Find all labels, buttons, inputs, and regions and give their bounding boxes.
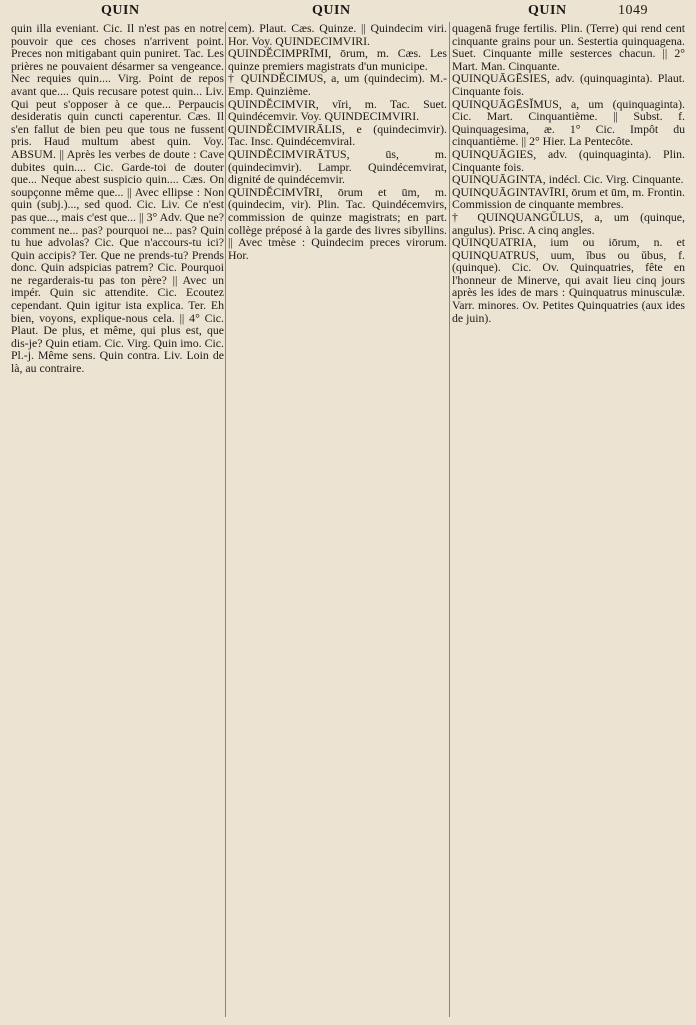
dictionary-entry: † QUINQUANGŬLUS, a, um (quinque, angulus). Prisc. A cinq angles. bbox=[452, 209, 685, 237]
dictionary-entry: quin illa eveniant. Cic. Il n'est pas en notre pouvoir que ces choses n'arrivent point. Preces non mitigabant quin puniret. Tac. Les prières ne pouvaient désarmer sa vengeance. Nec requies quin.... Virg. Point de repos avant que.... Quis recusare potest quin... Liv. Qui peut s'opposer à ce que... Perpaucis desideratis quin cuncti caperentur. Cæs. Il s'en fallut de bien peu que tous ne fussent pris. Haud multum abest quin. Voy. ABSUM. || Après les verbes de doute : Cave dubites quin.... Cic. Garde-toi de douter que... Neque abest suspicio quin.... Cæs. On soupçonne même que... || Avec ellipse : Non quin (subj.)..., sed quod. Cic. Liv. Ce n'est pas que..., mais c'est que... || 3° Adv. Que ne? comment ne... pas? pourquoi ne... pas? Quin tu hue advolas? Cic. Que n'accours-tu ici? Quin accipis? Ter. Que ne prends-tu? Prends donc. Quin adspicias patrem? Cic. Pourquoi ne regarderais-tu pas ton père? || Avec un impér. Quin sic attendite. Cic. Ecoutez cependant. Quin igitur ista explica. Ter. Eh bien, voyons, explique-nous cela. || 4° Cic. Plaut. De plus, et même, qui plus est, que dis-je? Quin etiam. Cic. Virg. Quin imo. Cic. Pl.-j. Même sens. Quin contra. Liv. Loin de là, au contraire. bbox=[11, 22, 224, 376]
column-3 bbox=[452, 22, 685, 1017]
dictionary-entry: QUINDĔCIMVIR, vĭri, m. Tac. Suet. Quindécemvir. Voy. QUINDECIMVIRI. bbox=[228, 96, 447, 124]
column-rule-1 bbox=[225, 22, 226, 1017]
dictionary-entry: cem). Plaut. Cæs. Quinze. || Quindecim viri. Hor. Voy. QUINDECIMVIRI. bbox=[228, 22, 447, 48]
dictionary-entry: QUINQUĀGĒSĬMUS, a, um (quinquaginta). Cic. Mart. Cinquantième. || Subst. f. Quinquagesima, æ. 1° Cic. Impôt du cinquantième. || 2° Hier. La Pentecôte. bbox=[452, 96, 685, 149]
running-head-right: QUIN bbox=[528, 3, 567, 18]
dictionary-entry: † QUINDĔCIMUS, a, um (quindecim). M.-Emp. Quinzième. bbox=[228, 71, 447, 98]
dictionary-entry: QUINQUĀGIES, adv. (quinquaginta). Plin. Cinquante fois. bbox=[452, 146, 685, 174]
column-rule-2 bbox=[449, 22, 450, 1017]
page-number: 1049 bbox=[618, 3, 648, 18]
dictionary-entry: QUINQUATRIA, ium ou iōrum, n. et QUINQUATRUS, uum, ĭbus ou ŭbus, f. (quinque). Cic. Ov. Quinquatries, fête en l'honneur de Minerve, qui avait lieu cinq jours après les ides de mars : Quinquatrus minusculæ. Varr. minores. Ov. Petites Quinquatries (aux ides de juin). bbox=[452, 235, 685, 325]
running-head-left: QUIN bbox=[101, 3, 140, 18]
dictionary-entry: quagenā fruge fertilis. Plin. (Terre) qui rend cent cinquante grains pour un. Sestertia quinquagena. Suet. Cinquante mille sesterces chacun. || 2° Mart. Man. Cinquante. bbox=[452, 22, 685, 73]
dictionary-entry: QUINDĔCIMVIRĀTUS, ūs, m. (quindecimvir). Lampr. Quindécemvirat, dignité de quindécemvir. bbox=[228, 146, 447, 187]
dictionary-entry: QUINQUĀGINTA, indécl. Cic. Virg. Cinquante. bbox=[452, 172, 684, 187]
dictionary-entry: QUINQUĀGINTAVĪRI, ōrum et ūm, m. Frontin. Commission de cinquante membres. bbox=[452, 184, 685, 212]
column-2 bbox=[228, 22, 447, 1017]
running-head-center: QUIN bbox=[312, 3, 351, 18]
dictionary-entry: QUINDĔCIMVIRĀLIS, e (quindecimvir). Tac. Insc. Quindécemviral. bbox=[228, 121, 447, 149]
dictionary-entry: QUINDĔCIMVĪRI, ōrum et ūm, m. (quindecim, vir). Plin. Tac. Quindécemvirs, commission de quinze magistrats; en part. collège préposé à la garde des livres sibyllins. || Avec tmèse : Quindecim preces virorum. Hor. bbox=[228, 184, 447, 262]
column-1 bbox=[11, 22, 224, 1017]
dictionary-entry: QUINDĔCIMPRĪMI, ōrum, m. Cæs. Les quinze premiers magistrats d'un municipe. bbox=[228, 46, 447, 73]
dictionary-entry: QUINQUĀGĒSIES, adv. (quinquaginta). Plaut. Cinquante fois. bbox=[452, 71, 685, 98]
